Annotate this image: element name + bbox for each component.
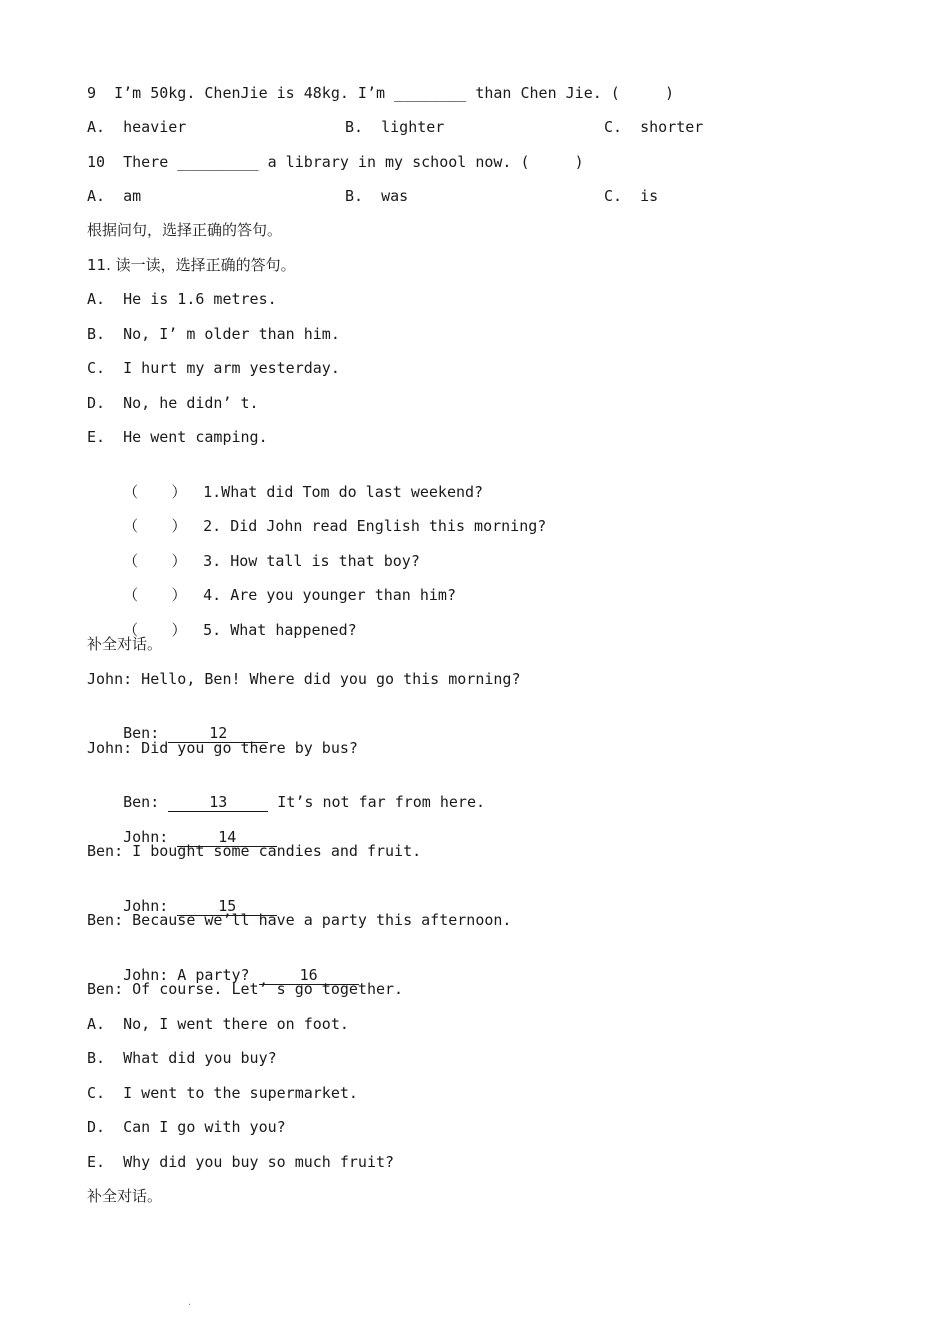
dialogue-text: It’s not far from here.: [268, 793, 486, 811]
speaker-label: Ben:: [123, 793, 169, 811]
dialogue-option-b: B. What did you buy?: [87, 1049, 277, 1067]
speaker-label: John:: [123, 828, 178, 846]
q11-item-text: 5. What happened?: [203, 621, 357, 639]
dialogue-option-c: C. I went to the supermarket.: [87, 1084, 358, 1102]
question-10-stem: 10 There _________ a library in my school now. ( ): [87, 153, 584, 171]
answer-parentheses[interactable]: （ ）: [123, 552, 187, 570]
answer-parentheses[interactable]: （ ）: [123, 483, 187, 501]
q11-option-d: D. No, he didn’ t.: [87, 394, 259, 412]
question-10-option-a: A. am: [87, 187, 142, 205]
question-9-option-c: C. shorter: [604, 118, 704, 136]
question-9-option-a: A. heavier: [87, 118, 187, 136]
q11-item-text: 2. Did John read English this morning?: [203, 517, 547, 535]
dialogue-option-e: E. Why did you buy so much fruit?: [87, 1153, 395, 1171]
dialogue-line-3: John: Did you go there by bus?: [87, 739, 358, 757]
blank-16[interactable]: 16: [259, 966, 359, 985]
q11-option-c: C. I hurt my arm yesterday.: [87, 359, 340, 377]
question-10-option-b: B. was: [345, 187, 409, 205]
question-10-option-c: C. is: [604, 187, 659, 205]
page-speck: ·: [187, 1300, 192, 1309]
blank-12[interactable]: 12: [168, 724, 268, 743]
q11-item-text: 1.What did Tom do last weekend?: [203, 483, 484, 501]
q11-option-b: B. No, I’ m older than him.: [87, 325, 340, 343]
dialogue-line-10: Ben: Of course. Let’ s go together.: [87, 980, 404, 998]
section-heading-choose-answer: 根据问句，选择正确的答句。: [87, 221, 283, 239]
answer-parentheses[interactable]: （ ）: [123, 586, 187, 604]
speaker-label: John: A party?: [123, 966, 259, 984]
dialogue-line-8: Ben: Because we’ll have a party this afternoon.: [87, 911, 512, 929]
section-heading-complete-dialogue-2: 补全对话。: [87, 1187, 163, 1205]
answer-parentheses[interactable]: （ ）: [123, 517, 187, 535]
q11-option-a: A. He is 1.6 metres.: [87, 290, 277, 308]
question-9-option-b: B. lighter: [345, 118, 445, 136]
blank-13[interactable]: 13: [168, 793, 268, 812]
speaker-label: Ben:: [123, 724, 169, 742]
blank-14[interactable]: 14: [177, 828, 277, 847]
dialogue-line-6: Ben: I bought some candies and fruit.: [87, 842, 422, 860]
question-11-title: 11. 读一读，选择正确的答句。: [87, 256, 296, 274]
section-heading-complete-dialogue: 补全对话。: [87, 635, 163, 653]
q11-option-e: E. He went camping.: [87, 428, 268, 446]
question-9-stem: 9 I’m 50kg. ChenJie is 48kg. I’m ________ than Chen Jie. ( ): [87, 84, 674, 102]
dialogue-option-d: D. Can I go with you?: [87, 1118, 286, 1136]
q11-item-text: 4. Are you younger than him?: [203, 586, 456, 604]
blank-15[interactable]: 15: [177, 897, 277, 916]
dialogue-option-a: A. No, I went there on foot.: [87, 1015, 349, 1033]
q11-item-text: 3. How tall is that boy?: [203, 552, 420, 570]
speaker-label: John:: [123, 897, 178, 915]
answer-parentheses[interactable]: （ ）: [123, 621, 187, 639]
dialogue-line-1: John: Hello, Ben! Where did you go this morning?: [87, 670, 521, 688]
